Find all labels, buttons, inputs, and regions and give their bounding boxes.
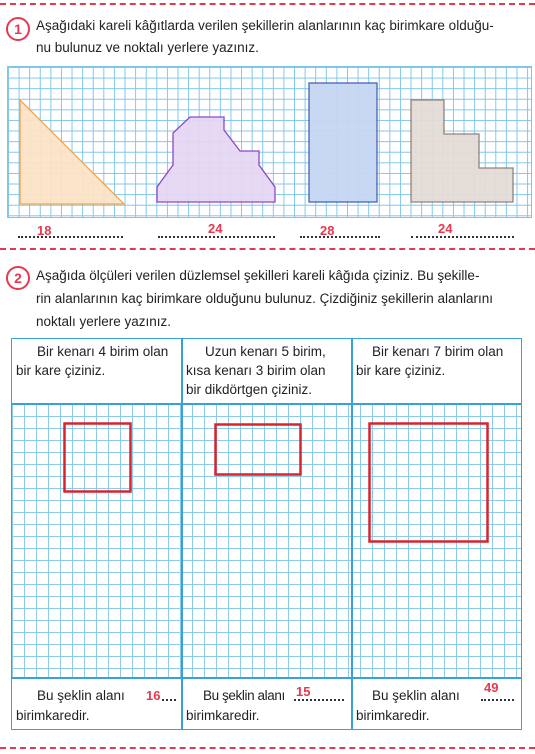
col2-instruction-line2: kısa kenarı 3 birim olan [186,363,326,378]
col2-result-suffix: birimkaredir. [186,708,260,723]
col2-answer-dots [294,690,344,701]
col3-answer-dots [481,690,514,701]
question-2-text-line2: rin alanlarının kaç birimkare olduğunu bulunuz. Çizdiğiniz şekillerin alanlarını [36,291,493,306]
col1-answer: 16 [146,688,161,703]
col2-instruction-line1: Uzun kenarı 5 birim, [205,344,326,359]
answer-2: 24 [208,221,223,236]
question-1-text-line1: Aşağıdaki kareli kâğıtlarda verilen şekillerin alanlarının kaç birimkare olduğu- [36,18,494,33]
col2-answer: 15 [296,684,311,699]
question-2-text-line1: Aşağıda ölçüleri verilen düzlemsel şekilleri kareli kâğıda çiziniz. Bu şekille- [36,268,480,283]
question-1-text-line2: nu bulunuz ve noktalı yerlere yazınız. [36,40,259,55]
col1-result-suffix: birimkaredir. [16,708,90,723]
bottom-dashed-divider [0,747,535,749]
question-2-number: 2 [6,266,30,290]
col2-instruction-line3: bir dikdörtgen çiziniz. [186,382,313,397]
col2-result-prefix: Bu şeklin alanı [203,688,285,703]
drawn-square-4 [65,424,131,492]
col3-instruction-line1: Bir kenarı 7 birim olan [372,344,504,359]
col3-result-suffix: birimkaredir. [356,708,430,723]
col3-result-prefix: Bu şeklin alanı [372,688,460,703]
drawn-rectangle-5x3 [216,425,301,475]
question-1-number: 1 [6,17,30,41]
col1-instruction-line1: Bir kenarı 4 birim olan [37,344,169,359]
col1-result-prefix: Bu şeklin alanı [37,688,125,703]
answer-3: 28 [320,223,335,238]
col1-answer-dots [162,690,176,701]
question-2-text-line3: noktalı yerlere yazınız. [36,314,172,329]
col1-instruction-line2: bir kare çiziniz. [16,363,106,378]
col3-answer: 49 [484,680,499,695]
answer-1: 18 [37,223,52,238]
drawn-square-7 [370,424,488,542]
col3-instruction-line2: bir kare çiziniz. [356,363,446,378]
answer-4: 24 [438,221,453,236]
